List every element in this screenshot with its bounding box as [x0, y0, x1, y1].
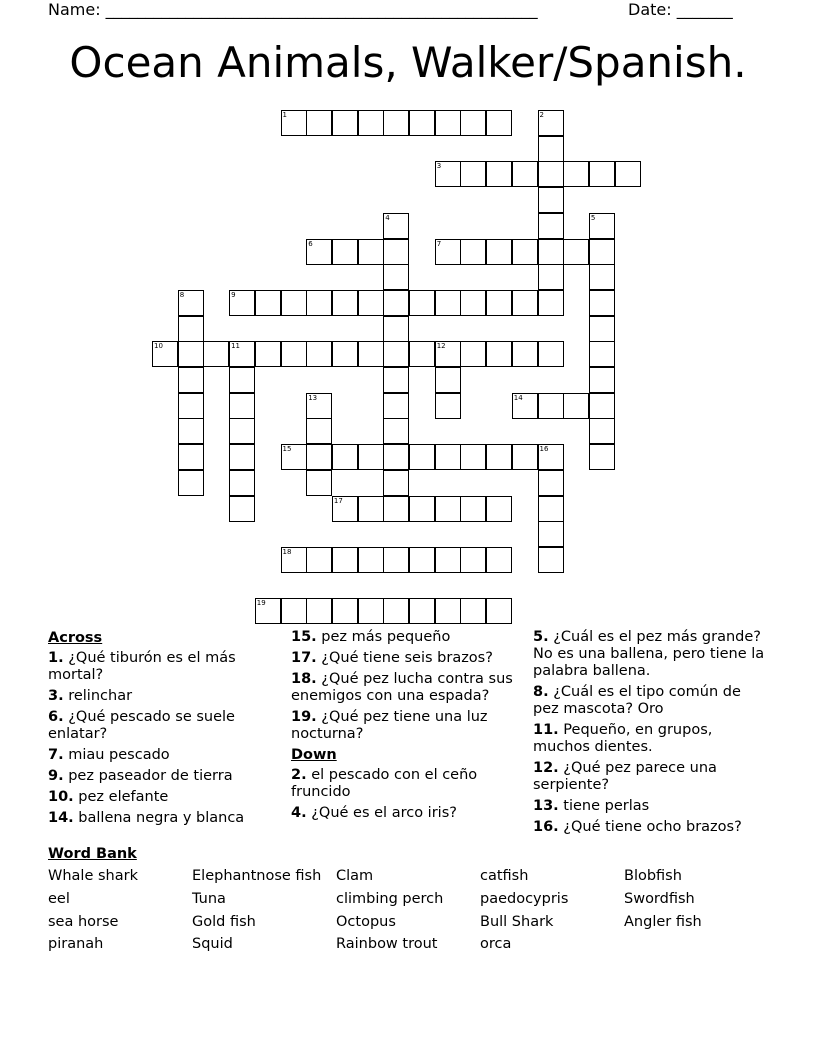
crossword-cell[interactable]: [178, 316, 204, 342]
crossword-cell[interactable]: [229, 290, 255, 316]
crossword-cell[interactable]: [435, 444, 461, 470]
crossword-cell[interactable]: [383, 290, 409, 316]
crossword-cell[interactable]: [306, 418, 332, 444]
crossword-cell[interactable]: [306, 110, 332, 136]
crossword-cell[interactable]: [332, 444, 358, 470]
word-bank-item: paedocypris: [480, 891, 569, 907]
word-bank-item: Squid: [192, 936, 233, 952]
word-bank-item: catfish: [480, 868, 529, 884]
across-heading: Across: [48, 630, 103, 646]
crossword-cell[interactable]: [306, 393, 332, 419]
crossword-cell[interactable]: [306, 239, 332, 265]
clue-column-1: [48, 629, 284, 831]
crossword-cell[interactable]: [538, 393, 564, 419]
crossword-cell[interactable]: [229, 444, 255, 470]
down-heading: Down: [291, 747, 337, 763]
word-bank-item: Blobfish: [624, 868, 682, 884]
cell-number: 15: [282, 445, 292, 454]
crossword-cell[interactable]: [383, 367, 409, 393]
crossword-cell[interactable]: [409, 598, 435, 624]
crossword-cell[interactable]: [538, 213, 564, 239]
crossword-cell[interactable]: [589, 213, 615, 239]
crossword-cell[interactable]: [229, 496, 255, 522]
word-bank-item: Bull Shark: [480, 914, 554, 930]
crossword-cell[interactable]: [358, 547, 384, 573]
crossword-cell[interactable]: [460, 110, 486, 136]
word-bank-item: piranah: [48, 936, 104, 952]
crossword-cell[interactable]: [178, 470, 204, 496]
crossword-cell[interactable]: [435, 290, 461, 316]
word-bank-item: Elephantnose fish: [192, 868, 322, 884]
crossword-cell[interactable]: [409, 341, 435, 367]
crossword-cell[interactable]: [178, 341, 204, 367]
word-bank-item: Whale shark: [48, 868, 138, 884]
crossword-cell[interactable]: [358, 110, 384, 136]
crossword-cell[interactable]: [538, 187, 564, 213]
crossword-cell[interactable]: [460, 444, 486, 470]
crossword-cell[interactable]: [460, 239, 486, 265]
word-bank-item: Angler fish: [624, 914, 702, 930]
crossword-cell[interactable]: [281, 547, 307, 573]
crossword-cell[interactable]: [383, 470, 409, 496]
crossword-cell[interactable]: [306, 547, 332, 573]
crossword-cell[interactable]: [435, 393, 461, 419]
crossword-cell[interactable]: [589, 316, 615, 342]
crossword-cell[interactable]: [409, 547, 435, 573]
crossword-cell[interactable]: [306, 598, 332, 624]
cell-number: 13: [308, 393, 318, 402]
crossword-cell[interactable]: [178, 444, 204, 470]
crossword-cell[interactable]: [178, 418, 204, 444]
crossword-cell[interactable]: [589, 239, 615, 265]
crossword-cell[interactable]: [538, 290, 564, 316]
crossword-cell[interactable]: [512, 290, 538, 316]
crossword-cell[interactable]: [332, 598, 358, 624]
crossword-cell[interactable]: [281, 598, 307, 624]
crossword-cell[interactable]: [538, 547, 564, 573]
crossword-cell[interactable]: [615, 161, 641, 187]
crossword-cell[interactable]: [178, 290, 204, 316]
crossword-cell[interactable]: [538, 496, 564, 522]
crossword-cell[interactable]: [435, 598, 461, 624]
crossword-cell[interactable]: [512, 444, 538, 470]
crossword-cell[interactable]: [460, 290, 486, 316]
crossword-cell[interactable]: [486, 598, 512, 624]
word-bank-item: eel: [48, 891, 70, 907]
crossword-cell[interactable]: [383, 239, 409, 265]
word-bank-heading: Word Bank: [48, 846, 137, 862]
crossword-cell[interactable]: [306, 290, 332, 316]
crossword-cell[interactable]: [435, 547, 461, 573]
cell-number: 18: [282, 547, 292, 556]
cell-number: 16: [539, 445, 549, 454]
crossword-cell[interactable]: [281, 110, 307, 136]
clue-across-19: 19. ¿Qué pez tiene una luz nocturna?: [291, 709, 488, 742]
crossword-cell[interactable]: [332, 110, 358, 136]
clue-down-12: 12. ¿Qué pez parece una serpiente?: [533, 760, 717, 793]
name-field-label: Name: ______________________________________________________: [48, 0, 538, 19]
date-field-label: Date: _______: [628, 0, 733, 19]
crossword-cell[interactable]: [486, 444, 512, 470]
crossword-cell[interactable]: [486, 496, 512, 522]
cell-number: 19: [256, 599, 266, 608]
crossword-cell[interactable]: [563, 161, 589, 187]
page-title: Ocean Animals, Walker/Spanish.: [69, 38, 747, 87]
crossword-cell[interactable]: [460, 496, 486, 522]
crossword-cell[interactable]: [358, 496, 384, 522]
clue-down-11: 11. Pequeño, en grupos, muchos dientes.: [533, 722, 713, 755]
crossword-cell[interactable]: [512, 161, 538, 187]
crossword-cell[interactable]: [358, 341, 384, 367]
crossword-cell[interactable]: [435, 239, 461, 265]
word-bank-item: Gold fish: [192, 914, 256, 930]
crossword-cell[interactable]: [332, 239, 358, 265]
crossword-cell[interactable]: [281, 290, 307, 316]
crossword-cell[interactable]: [538, 264, 564, 290]
crossword-cell[interactable]: [255, 341, 281, 367]
cell-number: 5: [590, 213, 596, 222]
crossword-cell[interactable]: [358, 444, 384, 470]
crossword-cell[interactable]: [538, 239, 564, 265]
clue-column-3: [533, 629, 769, 840]
crossword-cell[interactable]: [255, 598, 281, 624]
word-bank-item: Clam: [336, 868, 374, 884]
crossword-cell[interactable]: [152, 341, 178, 367]
crossword-cell[interactable]: [563, 393, 589, 419]
cell-number: 17: [333, 496, 343, 505]
crossword-cell[interactable]: [332, 290, 358, 316]
crossword-cell[interactable]: [229, 393, 255, 419]
word-bank-item: climbing perch: [336, 891, 444, 907]
crossword-cell[interactable]: [460, 341, 486, 367]
clue-across-15: 15. pez más pequeño: [291, 629, 451, 645]
cell-number: 6: [308, 239, 313, 248]
crossword-cell[interactable]: [358, 290, 384, 316]
crossword-cell[interactable]: [563, 239, 589, 265]
crossword-cell[interactable]: [460, 161, 486, 187]
cell-number: 10: [154, 342, 163, 351]
crossword-cell[interactable]: [589, 341, 615, 367]
crossword-cell[interactable]: [512, 341, 538, 367]
cell-number: 7: [436, 239, 442, 248]
crossword-cell[interactable]: [409, 110, 435, 136]
crossword-cell[interactable]: [538, 470, 564, 496]
clue-column-2: [291, 629, 527, 826]
crossword-cell[interactable]: [383, 496, 409, 522]
clue-down-4: 4. ¿Qué es el arco iris?: [291, 805, 457, 821]
crossword-cell[interactable]: [538, 521, 564, 547]
clue-down-2: 2. el pescado con el ceño fruncido: [291, 767, 478, 800]
crossword-cell[interactable]: [486, 547, 512, 573]
crossword-cell[interactable]: [589, 418, 615, 444]
crossword-cell[interactable]: [460, 598, 486, 624]
crossword-cell[interactable]: [486, 290, 512, 316]
clue-across-10: 10. pez elefante: [48, 789, 169, 805]
crossword-cell[interactable]: [229, 341, 255, 367]
crossword-cell[interactable]: [306, 341, 332, 367]
crossword-cell[interactable]: [383, 264, 409, 290]
crossword-cell[interactable]: [538, 444, 564, 470]
word-bank-item: Octopus: [336, 914, 396, 930]
crossword-cell[interactable]: [178, 367, 204, 393]
crossword-cell[interactable]: [178, 393, 204, 419]
crossword-cell[interactable]: [486, 239, 512, 265]
crossword-cell[interactable]: [383, 341, 409, 367]
clue-down-8: 8. ¿Cuál es el tipo común de pez mascota? Oro: [533, 684, 741, 717]
crossword-cell[interactable]: [383, 316, 409, 342]
crossword-cell[interactable]: [281, 341, 307, 367]
cell-number: 2: [539, 111, 544, 119]
crossword-cell[interactable]: [589, 290, 615, 316]
crossword-cell[interactable]: [332, 496, 358, 522]
crossword-cell[interactable]: [512, 393, 538, 419]
clue-down-16: 16. ¿Qué tiene ocho brazos?: [533, 819, 742, 835]
crossword-cell[interactable]: [332, 547, 358, 573]
crossword-cell[interactable]: [383, 213, 409, 239]
crossword-cell[interactable]: [358, 598, 384, 624]
clue-across-7: 7. miau pescado: [48, 747, 170, 763]
crossword-cell[interactable]: [358, 239, 384, 265]
word-bank-item: Tuna: [192, 891, 226, 907]
word-bank-item: orca: [480, 936, 512, 952]
crossword-cell[interactable]: [229, 470, 255, 496]
cell-number: 9: [231, 290, 236, 299]
clue-across-9: 9. pez paseador de tierra: [48, 768, 233, 784]
crossword-cell[interactable]: [383, 547, 409, 573]
cell-number: 11: [231, 342, 241, 351]
crossword-cell[interactable]: [435, 496, 461, 522]
crossword-cell[interactable]: [203, 341, 229, 367]
crossword-cell[interactable]: [383, 110, 409, 136]
crossword-cell[interactable]: [409, 444, 435, 470]
crossword-cell[interactable]: [409, 496, 435, 522]
clue-across-3: 3. relinchar: [48, 688, 133, 704]
crossword-cell[interactable]: [306, 470, 332, 496]
cell-number: 4: [385, 213, 390, 222]
crossword-cell[interactable]: [486, 110, 512, 136]
cell-number: 3: [436, 162, 442, 171]
crossword-cell[interactable]: [589, 444, 615, 470]
crossword-cell[interactable]: [281, 444, 307, 470]
crossword-cell[interactable]: [435, 110, 461, 136]
crossword-cell[interactable]: [255, 290, 281, 316]
crossword-cell[interactable]: [435, 367, 461, 393]
crossword-cell[interactable]: [409, 290, 435, 316]
crossword-cell[interactable]: [383, 598, 409, 624]
crossword-cell[interactable]: [383, 444, 409, 470]
cell-number: 1: [282, 111, 287, 119]
crossword-cell[interactable]: [460, 547, 486, 573]
clue-across-6: 6. ¿Qué pescado se suele enlatar?: [48, 709, 235, 742]
crossword-cell[interactable]: [306, 444, 332, 470]
crossword-cell[interactable]: [383, 393, 409, 419]
clue-down-5: 5. ¿Cuál es el pez más grande? No es una ballena, pero tiene la palabra ballena.: [533, 629, 765, 679]
clue-across-18: 18. ¿Qué pez lucha contra sus enemigos con una espada?: [291, 671, 513, 704]
cell-number: 14: [513, 393, 523, 402]
crossword-cell[interactable]: [486, 341, 512, 367]
crossword-cell[interactable]: [332, 341, 358, 367]
crossword-cell[interactable]: [589, 393, 615, 419]
crossword-cell[interactable]: [538, 341, 564, 367]
crossword-cell[interactable]: [435, 341, 461, 367]
crossword-cell[interactable]: [589, 367, 615, 393]
clue-down-13: 13. tiene perlas: [533, 798, 650, 814]
clue-across-1: 1. ¿Qué tiburón es el más mortal?: [48, 650, 236, 683]
crossword-cell[interactable]: [383, 418, 409, 444]
crossword-cell[interactable]: [589, 264, 615, 290]
clue-across-14: 14. ballena negra y blanca: [48, 810, 245, 826]
word-bank-item: sea horse: [48, 914, 119, 930]
crossword-cell[interactable]: [435, 161, 461, 187]
crossword-cell[interactable]: [538, 161, 564, 187]
cell-number: 8: [179, 290, 185, 299]
crossword-cell[interactable]: [538, 136, 564, 162]
word-bank-item: Swordfish: [624, 891, 695, 907]
crossword-cell[interactable]: [486, 161, 512, 187]
crossword-cell[interactable]: [512, 239, 538, 265]
crossword-cell[interactable]: [589, 161, 615, 187]
crossword-cell[interactable]: [229, 418, 255, 444]
word-bank-item: Rainbow trout: [336, 936, 438, 952]
cell-number: 12: [436, 342, 446, 351]
clue-across-17: 17. ¿Qué tiene seis brazos?: [291, 650, 493, 666]
crossword-cell[interactable]: [538, 110, 564, 136]
crossword-cell[interactable]: [229, 367, 255, 393]
